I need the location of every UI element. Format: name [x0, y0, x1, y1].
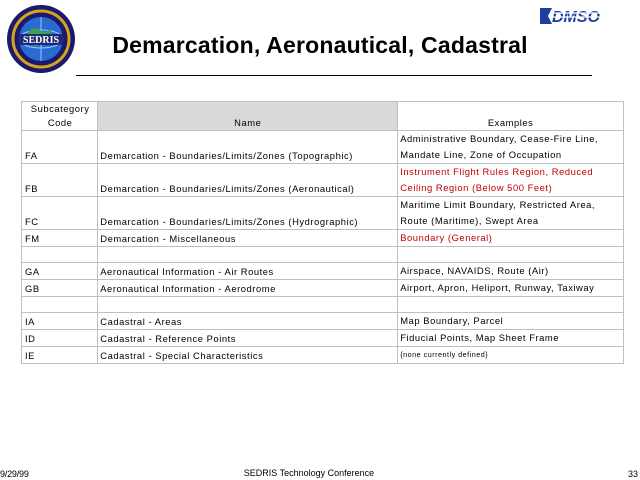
table-row [22, 313, 624, 330]
row-examples [398, 347, 624, 364]
table-row [22, 347, 624, 364]
row-examples [398, 330, 624, 347]
group-separator [22, 247, 624, 263]
row-name: Aeronautical Information - Air Routes [98, 263, 398, 280]
example-line: Boundary (General) [400, 232, 493, 243]
table-body [22, 102, 624, 364]
table-row [22, 131, 624, 164]
row-code: IE [22, 347, 98, 364]
example-line: Administrative Boundary, Cease-Fire Line, [400, 133, 599, 144]
row-examples [398, 131, 624, 164]
row-code: GA [22, 263, 98, 280]
row-examples [398, 280, 624, 297]
table-row [22, 280, 624, 297]
example-line: Map Boundary, Parcel [400, 315, 504, 326]
example-line: Airport, Apron, Heliport, Runway, Taxiway [400, 282, 595, 293]
title-divider [76, 75, 592, 76]
row-name: Demarcation - Boundaries/Limits/Zones (Hydrographic) [98, 197, 398, 230]
row-examples [398, 263, 624, 280]
row-code: FC [22, 197, 98, 230]
logo-text: SEDRIS [22, 35, 60, 46]
table-header-row [22, 102, 624, 131]
row-name: Demarcation - Boundaries/Limits/Zones (Aeronautical) [98, 164, 398, 197]
example-line: Route (Maritime), Swept Area [400, 215, 539, 226]
header-code-line1: Subcategory [30, 103, 90, 114]
group-separator [22, 297, 624, 313]
row-examples [398, 197, 624, 230]
dmso-logo-text: DMSO [552, 9, 600, 26]
separator-cell [22, 297, 98, 313]
table-row [22, 330, 624, 347]
row-name: Cadastral - Special Characteristics [98, 347, 398, 364]
row-name: Demarcation - Miscellaneous [98, 230, 398, 247]
row-code: IA [22, 313, 98, 330]
row-name: Demarcation - Boundaries/Limits/Zones (Topographic) [98, 131, 398, 164]
header-name: Name [98, 102, 398, 131]
separator-cell [22, 247, 98, 263]
example-line: Ceiling Region (Below 500 Feet) [400, 182, 553, 193]
row-examples [398, 313, 624, 330]
row-examples [398, 164, 624, 197]
row-examples [398, 230, 624, 247]
separator-cell [98, 297, 398, 313]
footer-date: 9/29/99 [0, 469, 29, 479]
table-row [22, 263, 624, 280]
example-line: {none currently defined} [400, 350, 489, 359]
dmso-logo [538, 5, 622, 27]
row-code: FB [22, 164, 98, 197]
header-code [22, 102, 98, 131]
row-code: FM [22, 230, 98, 247]
row-code: FA [22, 131, 98, 164]
header-examples: Examples [398, 102, 624, 131]
separator-cell [398, 297, 624, 313]
footer-conference: SEDRIS Technology Conference [243, 468, 375, 478]
footer-page-number: 33 [628, 469, 639, 479]
row-code: ID [22, 330, 98, 347]
page-title: Demarcation, Aeronautical, Cadastral [112, 32, 528, 58]
example-line: Maritime Limit Boundary, Restricted Area, [400, 199, 596, 210]
subcategory-table [21, 101, 624, 364]
row-name: Cadastral - Reference Points [98, 330, 398, 347]
table-row [22, 197, 624, 230]
example-line: Fiducial Points, Map Sheet Frame [400, 332, 560, 343]
table-row [22, 164, 624, 197]
example-line: Instrument Flight Rules Region, Reduced [400, 166, 594, 177]
separator-cell [98, 247, 398, 263]
example-line: Mandate Line, Zone of Occupation [400, 149, 562, 160]
header-code-line2: Code [47, 117, 73, 128]
row-name: Cadastral - Areas [98, 313, 398, 330]
table-row [22, 230, 624, 247]
separator-cell [398, 247, 624, 263]
row-code: GB [22, 280, 98, 297]
example-line: Airspace, NAVAIDS, Route (Air) [400, 265, 549, 276]
row-name: Aeronautical Information - Aerodrome [98, 280, 398, 297]
